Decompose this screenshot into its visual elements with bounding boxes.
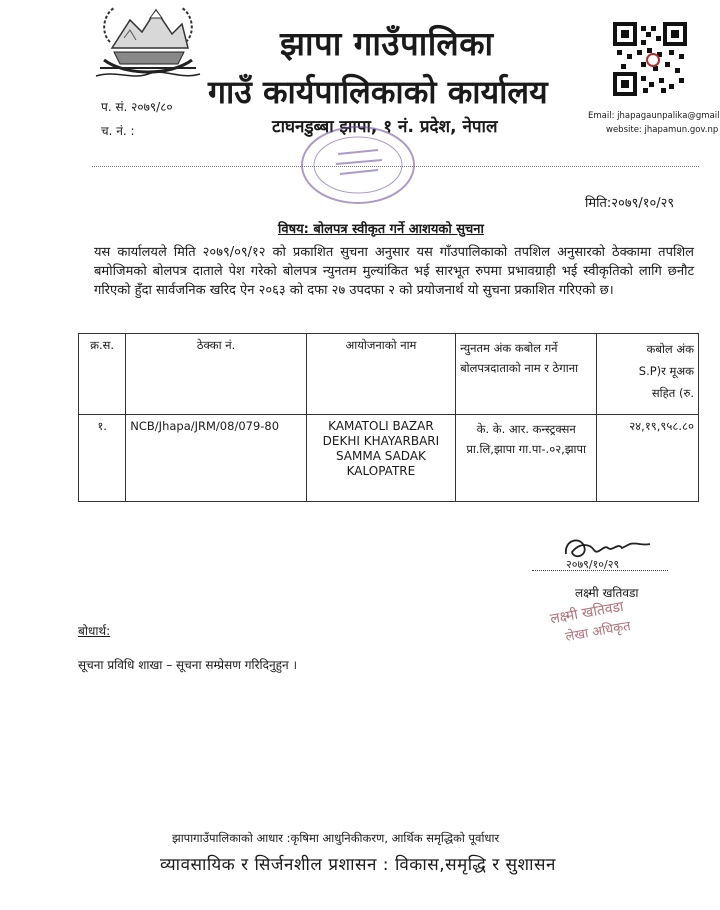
office-address: टाघनडुब्बा झापा, १ नं. प्रदेश, नेपाल [272, 117, 498, 137]
footer-motto-line1: झापागाउँपालिकाको आधार :कृषिमा आधुनिकीकरण, आर्थिक समृद्धिको पूर्वाधार [172, 831, 500, 845]
signature-date: २०७९/१०/२९ [566, 558, 620, 571]
office-website: website: jhapamun.gov.np [606, 125, 719, 135]
header-amount-line2: S.P)र मूअक [638, 364, 694, 378]
bid-table [78, 333, 699, 502]
footer-motto-line2: व्यावसायिक र सिर्जनशील प्रशासन : विकास,समृद्धि र सुशासन [160, 855, 556, 875]
stamp-title: लेखा अधिकृत [564, 618, 632, 645]
qr-code-icon [613, 22, 687, 96]
header-divider [92, 166, 699, 167]
header-project-name: आयोजनाको नाम [306, 334, 455, 415]
nepal-emblem-logo [96, 2, 200, 80]
cell-contract-no: NCB/Jhapa/JRM/08/079-80 [126, 415, 307, 502]
header-sn: क्र.स. [79, 334, 126, 415]
cc-label: बोधार्थ: [78, 624, 111, 638]
table-header-row [79, 334, 699, 415]
office-seal-stamp [298, 124, 418, 206]
header-amount-line1: कबोल अंक [646, 342, 694, 356]
cell-bidder: के. के. आर. कन्स्ट्रक्सन प्रा.लि,झापा गा.पा-.०२,झापा [456, 415, 597, 502]
dispatch-number: च. नं. : [101, 124, 135, 138]
cc-text: सूचना प्रविधि शाखा – सूचना सम्प्रेसण गरिदिनुहुन । [78, 658, 298, 672]
header-bidder: न्युनतम अंक कबोल गर्ने बोलपत्रदाताको नाम र ठेगाना [456, 334, 597, 415]
header-amount-line3: सहित (रु. [651, 386, 694, 400]
stamp-name: लक्ष्मी खतिवडा [549, 598, 625, 628]
reference-number: प. सं. २०७९/८० [101, 100, 173, 114]
cell-amount: २४,१९,९५८.८० [597, 415, 699, 502]
document-subject: विषय: बोलपत्र स्वीकृत गर्ने आशयको सुचना [278, 222, 484, 237]
handwritten-signature [560, 530, 670, 570]
office-title-line2: गाउँ कार्यपालिकाको कार्यालय [208, 73, 548, 111]
office-title-line1: झापा गाउँपालिका [280, 24, 494, 63]
office-email: Email: jhapagaunpalika@gmail [588, 111, 720, 121]
table-row [79, 415, 699, 502]
signature-line [532, 570, 668, 571]
document-date: मिति:२०७९/१०/२९ [585, 196, 675, 211]
header-contract-no: ठेक्का नं. [126, 334, 307, 415]
cell-project-name: KAMATOLI BAZAR DEKHI KHAYARBARI SAMMA SADAK KALOPATRE [306, 415, 455, 502]
cell-sn: १. [79, 415, 126, 502]
header-amount [597, 334, 699, 415]
notice-body: यस कार्यालयले मिति २०७९/०९/१२ को प्रकाशित सुचना अनुसार यस गाँउपालिकाको तपशिल अनुसारको ठेक्कामा तपशिल बमोजिमको बोलपत्र दाताले पेश गरेको बोलपत्र न्युनतम मुल्यांकित भई सारभूत रुपमा प्रभावग्राही भई स्वीकृतिको लागि छनौट गरिएको हुँदा सार्वजनिक खरिद ऐन २०६३ को दफा २७ उपदफा २ को प्रयोजनार्थ यो सुचना प्रकाशित गरिएको छ। [94, 245, 694, 298]
signer-name: लक्ष्मी खतिवडा [575, 586, 639, 600]
officer-stamp [545, 592, 665, 644]
